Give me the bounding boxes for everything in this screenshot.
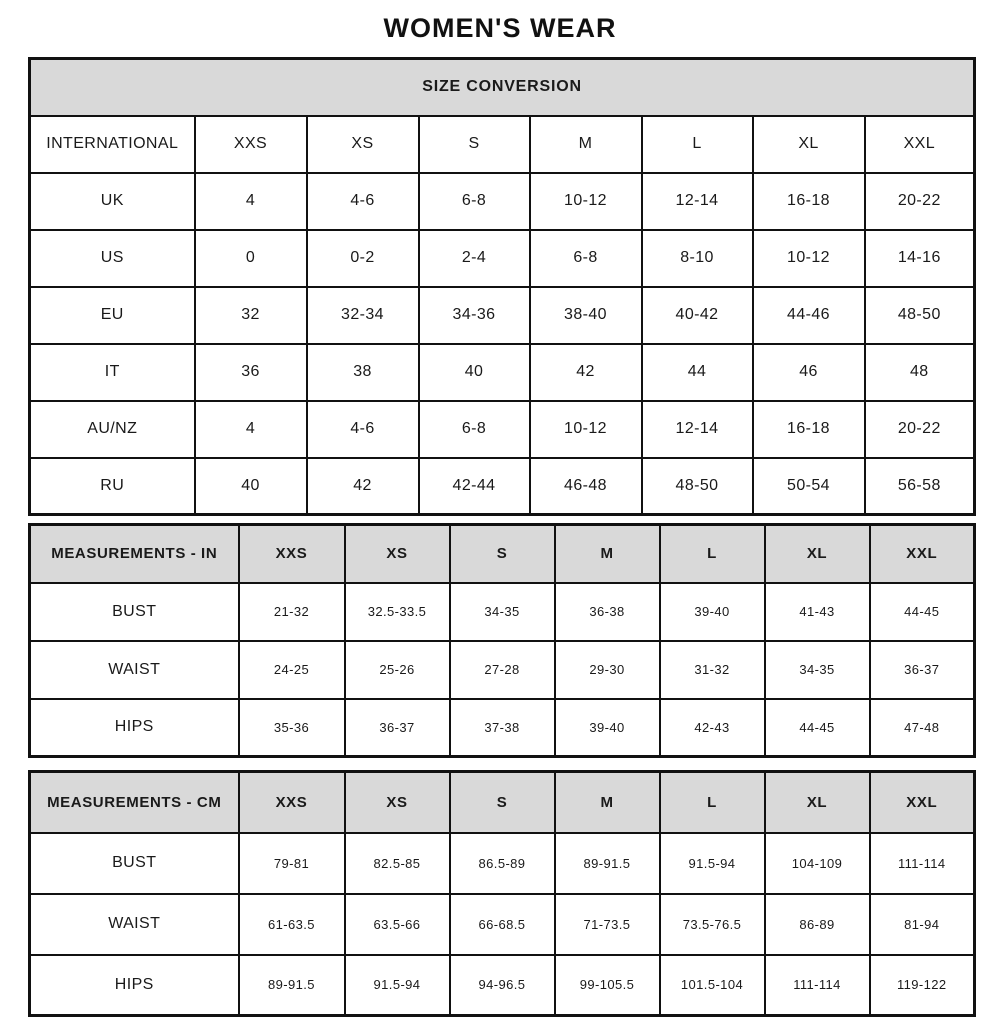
column-header-xxs: XXS: [239, 772, 345, 833]
table-row-aunz: [30, 401, 975, 458]
table-cell: 44-46: [753, 287, 865, 344]
column-header-l: L: [660, 525, 765, 583]
row-label: AU/NZ: [30, 401, 195, 458]
table-cell: 42-43: [660, 699, 765, 757]
table-cell: 86.5-89: [450, 833, 555, 894]
table-cell: 79-81: [239, 833, 345, 894]
table-cell: 16-18: [753, 173, 865, 230]
table-cell: 21-32: [239, 583, 345, 641]
table-cell: 14-16: [865, 230, 975, 287]
table-row: [30, 772, 975, 833]
row-label: IT: [30, 344, 195, 401]
table-row-us: [30, 230, 975, 287]
table-cell: 46: [753, 344, 865, 401]
table-cell: 73.5-76.5: [660, 894, 765, 955]
table-cell: 20-22: [865, 173, 975, 230]
row-label: BUST: [30, 833, 239, 894]
row-label: WAIST: [30, 641, 239, 699]
table-cell: 4: [195, 401, 307, 458]
column-header-m: M: [530, 116, 642, 173]
row-label: EU: [30, 287, 195, 344]
table-cell: 47-48: [870, 699, 975, 757]
table-cell: 48-50: [865, 287, 975, 344]
table-cell: 44-45: [765, 699, 870, 757]
table-cell: 24-25: [239, 641, 345, 699]
table-row-hips: [30, 699, 975, 757]
measurements-in-table: [28, 523, 976, 758]
table-cell: 48: [865, 344, 975, 401]
table-row-bust: [30, 833, 975, 894]
table-cell: 36-37: [870, 641, 975, 699]
table-cell: 10-12: [530, 401, 642, 458]
table-cell: 44-45: [870, 583, 975, 641]
table-cell: 119-122: [870, 955, 975, 1016]
column-header-xxl: XXL: [870, 525, 975, 583]
column-header-s: S: [450, 525, 555, 583]
column-header-s: S: [419, 116, 530, 173]
table-cell: 29-30: [555, 641, 660, 699]
table-cell: 27-28: [450, 641, 555, 699]
table-cell: 99-105.5: [555, 955, 660, 1016]
row-label: RU: [30, 458, 195, 515]
column-header-xxs: XXS: [195, 116, 307, 173]
table-cell: 40: [419, 344, 530, 401]
table-cell: 6-8: [419, 401, 530, 458]
table-cell: 89-91.5: [239, 955, 345, 1016]
table-cell: 39-40: [660, 583, 765, 641]
table-cell: 32: [195, 287, 307, 344]
table-cell: 111-114: [870, 833, 975, 894]
table-cell: 8-10: [642, 230, 753, 287]
table-cell: 44: [642, 344, 753, 401]
table-cell: 32-34: [307, 287, 419, 344]
table-cell: 6-8: [530, 230, 642, 287]
table-cell: 42-44: [419, 458, 530, 515]
column-header-xs: XS: [307, 116, 419, 173]
row-label: HIPS: [30, 699, 239, 757]
table-cell: 37-38: [450, 699, 555, 757]
column-header-xxl: XXL: [865, 116, 975, 173]
table-cell: 4-6: [307, 401, 419, 458]
table-cell: 81-94: [870, 894, 975, 955]
table-cell: 32.5-33.5: [345, 583, 450, 641]
table-cell: 71-73.5: [555, 894, 660, 955]
column-header-s: S: [450, 772, 555, 833]
table-row-waist: [30, 641, 975, 699]
table-cell: 25-26: [345, 641, 450, 699]
table-row: [30, 525, 975, 583]
column-header-l: L: [660, 772, 765, 833]
table-cell: 50-54: [753, 458, 865, 515]
table-cell: 41-43: [765, 583, 870, 641]
table-cell: 48-50: [642, 458, 753, 515]
table-cell: 91.5-94: [660, 833, 765, 894]
table-cell: 111-114: [765, 955, 870, 1016]
size-conversion-table: [28, 57, 976, 516]
table-cell: 4-6: [307, 173, 419, 230]
table-cell: 56-58: [865, 458, 975, 515]
table-cell: 6-8: [419, 173, 530, 230]
table-row-hips: [30, 955, 975, 1016]
measurements-cm-table: [28, 770, 976, 1017]
table-cell: 12-14: [642, 401, 753, 458]
page-title: WOMEN'S WEAR: [383, 13, 617, 43]
table-row-eu: [30, 287, 975, 344]
row-label: WAIST: [30, 894, 239, 955]
table-cell: 101.5-104: [660, 955, 765, 1016]
table-cell: 36: [195, 344, 307, 401]
table-cell: 4: [195, 173, 307, 230]
table-cell: 36-38: [555, 583, 660, 641]
table-cell: 89-91.5: [555, 833, 660, 894]
table-row-ru: [30, 458, 975, 515]
table-cell: 10-12: [530, 173, 642, 230]
row-label: BUST: [30, 583, 239, 641]
column-header-international: INTERNATIONAL: [30, 116, 195, 173]
table-cell: 34-36: [419, 287, 530, 344]
table-cell: 39-40: [555, 699, 660, 757]
table-cell: 0: [195, 230, 307, 287]
table-row-uk: [30, 173, 975, 230]
table-cell: 35-36: [239, 699, 345, 757]
column-header-xs: XS: [345, 772, 450, 833]
table-cell: 10-12: [753, 230, 865, 287]
table-cell: 66-68.5: [450, 894, 555, 955]
table-cell: 61-63.5: [239, 894, 345, 955]
table-cell: 94-96.5: [450, 955, 555, 1016]
table-row: [30, 59, 975, 116]
table-cell: 104-109: [765, 833, 870, 894]
table-cell: 82.5-85: [345, 833, 450, 894]
column-header-m: M: [555, 772, 660, 833]
table-cell: 40-42: [642, 287, 753, 344]
table-row: [30, 116, 975, 173]
table-row-it: [30, 344, 975, 401]
table-cell: 63.5-66: [345, 894, 450, 955]
table-cell: 42: [307, 458, 419, 515]
table-cell: 46-48: [530, 458, 642, 515]
table-cell: 38: [307, 344, 419, 401]
row-label: UK: [30, 173, 195, 230]
table-cell: 40: [195, 458, 307, 515]
row-label: HIPS: [30, 955, 239, 1016]
row-label: US: [30, 230, 195, 287]
table-cell: 12-14: [642, 173, 753, 230]
measurements-cm-header: MEASUREMENTS - CM: [30, 772, 239, 833]
table-cell: 20-22: [865, 401, 975, 458]
table-cell: 38-40: [530, 287, 642, 344]
measurements-in-header: MEASUREMENTS - IN: [30, 525, 239, 583]
column-header-m: M: [555, 525, 660, 583]
table-cell: 42: [530, 344, 642, 401]
table-cell: 0-2: [307, 230, 419, 287]
table-row-bust: [30, 583, 975, 641]
column-header-xl: XL: [765, 772, 870, 833]
table-cell: 2-4: [419, 230, 530, 287]
table-cell: 86-89: [765, 894, 870, 955]
table-cell: 36-37: [345, 699, 450, 757]
table-cell: 16-18: [753, 401, 865, 458]
column-header-xl: XL: [753, 116, 865, 173]
table-cell: 34-35: [765, 641, 870, 699]
size-conversion-header: SIZE CONVERSION: [30, 59, 975, 116]
column-header-xs: XS: [345, 525, 450, 583]
table-row-waist: [30, 894, 975, 955]
table-cell: 34-35: [450, 583, 555, 641]
column-header-l: L: [642, 116, 753, 173]
column-header-xl: XL: [765, 525, 870, 583]
column-header-xxs: XXS: [239, 525, 345, 583]
column-header-xxl: XXL: [870, 772, 975, 833]
table-cell: 91.5-94: [345, 955, 450, 1016]
table-cell: 31-32: [660, 641, 765, 699]
